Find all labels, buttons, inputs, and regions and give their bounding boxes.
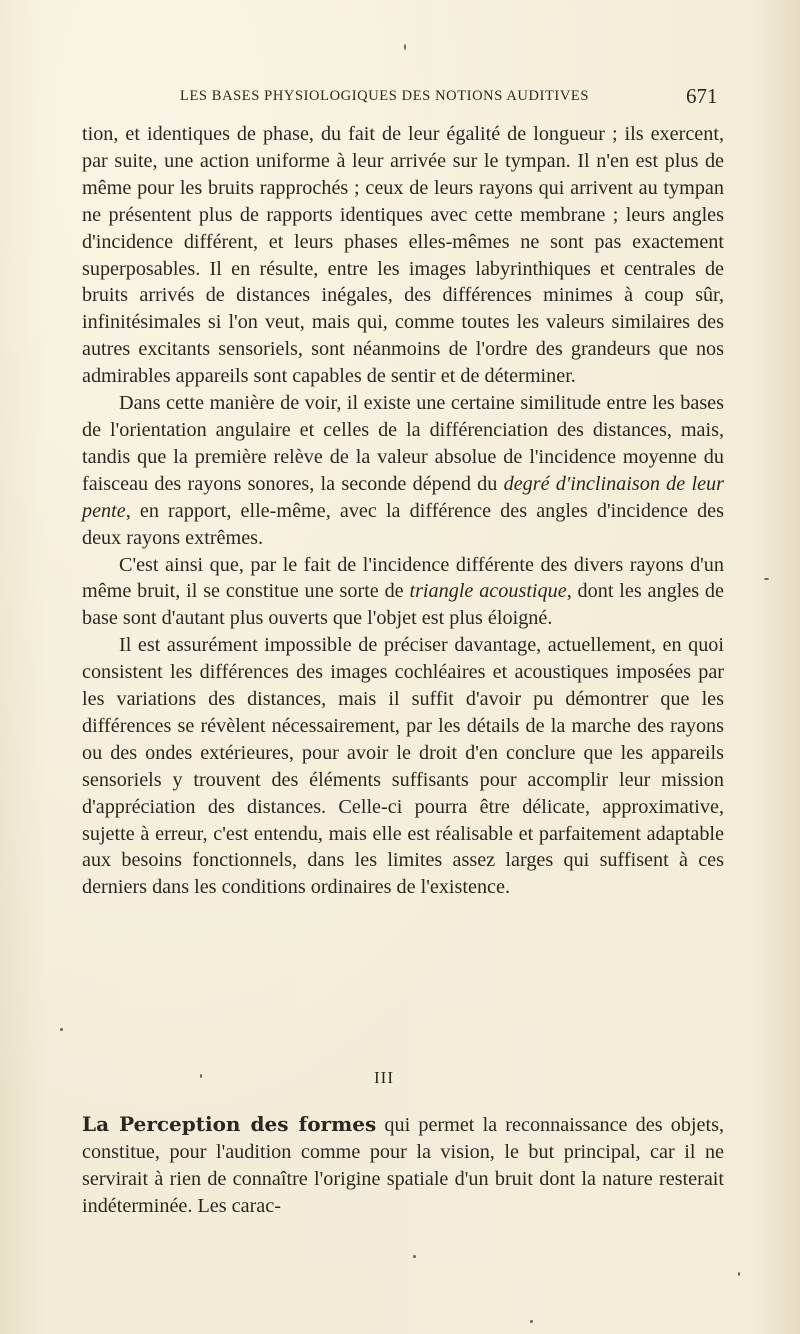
paragraph-2 (82, 390, 724, 551)
paragraph-2-text-a: Dans cette manière de voir, il existe une certaine similitude entre les bases de l'orientation angulaire et celles de la différenciation des distances, mais, tandis que la première relève de la valeur absolue de l'incidence moyenne du faisceau des rayons sonores, la seconde dépend du (82, 392, 724, 495)
paragraph-3-text-b: , dont les angles de base sont d'autant plus ouverts que l'objet est plus éloigné. (82, 580, 724, 630)
paper-speck (200, 1074, 202, 1078)
paper-speck (413, 1255, 416, 1258)
section-lead-heading: La Perception des formes (82, 1112, 377, 1136)
section-paragraph (82, 1111, 724, 1220)
paper-speck (60, 1028, 63, 1031)
paper-speck (530, 1320, 533, 1323)
section-number: III (374, 1068, 394, 1087)
paper-speck (404, 44, 406, 50)
page-number: 671 (686, 84, 718, 108)
paragraph-4: Il est assurément impossible de préciser davantage, actuellement, en quoi consistent les différences des images cochléaires et acoustiques imposées par les variations des distances, mais il suffit d'avoir pu démontrer que les différences se révèlent nécessairement, par les détails de la marche des rayons ou des ondes extérieures, pour avoir le droit d'en conclure que les appareils sensoriels y trouvent des éléments suffisants pour accomplir leur mission d'appréciation des distances. Celle-ci pourra être délicate, approximative, sujette à erreur, c'est entendu, mais elle est réalisable et parfaitement adaptable aux besoins fonctionnels, dans les limites assez larges qui suffisent à ces derniers dans les conditions ordinaires de l'existence. (82, 634, 724, 899)
paragraph-3 (82, 552, 724, 633)
paragraph-1: tion, et identiques de phase, du fait de leur égalité de longueur ; ils exercent, par suite, une action uniforme à leur arrivée sur le tympan. Il n'en est plus de même pour les bruits rapprochés ; ceux de leurs rayons qui arrivent au tympan ne présentent plus de rapports identiques avec cette membrane ; leurs angles d'incidence différent, et leurs phases elles-mêmes ne sont pas exactement superposables. Il en résulte, entre les images labyrinthiques et centrales de bruits arrivés de distances inégales, des différences minimes à coup sûr, infinitésimales si l'on veut, mais qui, comme toutes les valeurs similaires des autres excitants sensoriels, sont néanmoins de l'ordre des grandeurs que nos admirables appareils sont capables de sentir et de déterminer. (82, 123, 724, 388)
main-text (82, 121, 724, 901)
paragraph-2-italic: degré d'inclinaison de leur pente (82, 472, 724, 522)
paper-speck (764, 578, 769, 580)
paper-speck (738, 1272, 740, 1276)
paragraph-3-text-a: C'est ainsi que, par le fait de l'incidence différente des divers rayons d'un même bruit, il se constitue une sorte de (82, 553, 724, 603)
paragraph-3-italic: triangle acoustique (409, 580, 567, 603)
running-title: LES BASES PHYSIOLOGIQUES DES NOTIONS AUDITIVES (180, 88, 590, 104)
paragraph-2-text-b: , en rapport, elle-même, avec la différence des angles d'incidence des deux rayons extrêmes. (82, 499, 724, 549)
section-paragraph-text: qui permet la reconnaissance des objets, constitue, pour l'audition comme pour la vision, le but principal, car il ne servirait à rien de connaître l'origine spatiale d'un bruit dont la nature resterait indéterminée. Les carac- (82, 1114, 724, 1217)
